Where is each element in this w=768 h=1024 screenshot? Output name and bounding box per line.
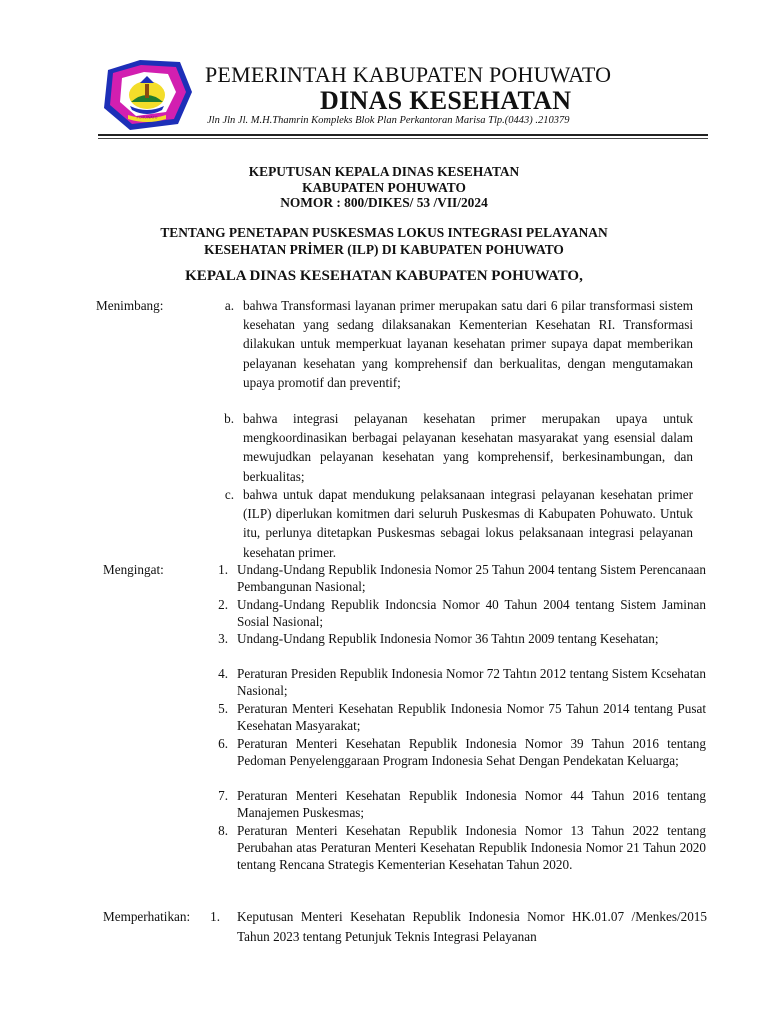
department-title: DINAS KESEHATAN (320, 86, 572, 115)
mengingat-item-7: Peraturan Menteri Kesehatan Republik Indonesia Nomor 44 Tahun 2016 tentang Manajemen Puskesmas; (237, 788, 706, 821)
mengingat-item-8: Peraturan Menteri Kesehatan Republik Indonesia Nomor 13 Tahun 2022 tentang Perubahan atas Peraturan Menteri Kesehatan Republik Indonesia Nomor 21 Tahun 2020 tentang Rencana Strategis Kementerian Kesehatan Tahun 2020. (237, 823, 706, 873)
memperhatikan-item-1: Keputusan Menteri Kesehatan Republik Indonesia Nomor HK.01.07 /Menkes/2015 Tahun 2023 tentang Petunjuk Teknis Integrasi Pelayanan (237, 909, 707, 944)
decree-subject-line: KESEHATAN PRİMER (ILP) DI KABUPATEN POHUWATO (204, 242, 564, 257)
decree-region: KABUPATEN POHUWATO (302, 179, 466, 195)
government-title: PEMERINTAH KABUPATEN POHUWATO (205, 62, 612, 87)
menimbang-item-b: bahwa integrasi pelayanan kesehatan primer merupakan upaya untuk mengkoordinasikan berbagai pelayanan kesehatan masyarakat yang esensial dalam mewujudkan pelayanan kesehatan yang komprehensif, berkesinambungan, dan berkualitas; (243, 411, 693, 484)
list-item-marker: 1. (218, 562, 228, 577)
menimbang-label: Menimbang: (96, 298, 164, 313)
decree-heading (0, 164, 768, 211)
memperhatikan-label: Memperhatikan: (103, 909, 191, 924)
menimbang-item-a: bahwa Transformasi layanan primer merupakan satu dari 6 pilar transformasi sistem kesehatan yang sedang dilaksanakan Kementerian Kesehatan RI. Transformasi dilakukan untuk memperkuat layanan kesehatan primer supaya dapat memberikan pelayanan kesehatan yang komprehensif dan berkualitas, dengan mengutamakan upaya promotif dan preventif; (243, 298, 693, 390)
mengingat-item-2: Undang-Undang Republik Indoncsia Nomor 40 Tahun 2004 tentang Sistem Jaminan Sosial Nasional; (237, 597, 706, 630)
mengingat-item-1: Undang-Undang Republik Indonesia Nomor 25 Tahun 2004 tentang Sistem Perencanaan Pembangunan Nasional; (237, 562, 706, 595)
mengingat-item-5: Peraturan Menteri Kesehatan Republik Indonesia Nomor 75 Tahun 2014 tentang Pusat Kesehatan Masyarakat; (237, 701, 706, 734)
mengingat-item-6: Peraturan Menteri Kesehatan Republik Indonesia Nomor 39 Tahun 2016 tentang Pedoman Penyelenggaraan Program Indonesia Sehat Dengan Pendekatan Keluarga; (237, 736, 706, 769)
office-address: Jln Jln Jl. M.H.Thamrin Kompleks Blok Plan Perkantoran Marisa Tlp.(0443) .210379 (207, 115, 570, 126)
mengingat-label: Mengingat: (103, 562, 164, 577)
list-item-marker: c. (224, 487, 234, 502)
decree-issuer: KEPALA DINAS KESEHATAN KABUPATEN POHUWATO, (185, 268, 583, 284)
decree-subject-line: TENTANG PENETAPAN PUSKESMAS LOKUS INTEGRASI PELAYANAN (160, 225, 608, 240)
mengingat-item-4: Peraturan Presiden Republik Indonesia Nomor 72 Tahtın 2012 tentang Sistem Kcsehatan Nasional; (237, 666, 706, 699)
letterhead-divider-thin (98, 138, 708, 139)
list-item-marker: 2. (218, 597, 228, 612)
pohuwato-regency-logo (100, 58, 194, 132)
decree-title: KEPUTUSAN KEPALA DINAS KESEHATAN (248, 164, 520, 179)
list-item-marker: a. (224, 298, 234, 313)
list-item-marker: 8. (218, 823, 228, 838)
list-item-marker: 5. (218, 701, 228, 716)
menimbang-item-c: bahwa untuk dapat mendukung pelaksanaan integrasi pelayanan kesehatan primer (ILP) diperlukan komitmen dari seluruh Puskesmas di Kabupaten Pohuwato. Untuk itu, perlunya ditetapkan Puskesmas sebagai lokus pelaksanaan integrasi pelayanan kesehatan primer. (243, 487, 693, 560)
list-item-marker: 7. (218, 788, 228, 803)
list-item-marker: 1. (210, 909, 220, 924)
decree-number: NOMOR : 800/DIKES/ 53 /VII/2024 (280, 195, 488, 210)
list-item-marker: b. (224, 411, 234, 426)
logo-caption: POHUWATO (136, 115, 158, 120)
letterhead-divider (98, 134, 708, 136)
list-item-marker: 4. (218, 666, 228, 681)
list-item-marker: 3. (218, 631, 228, 646)
list-item-marker: 6. (218, 736, 228, 751)
mengingat-item-3: Undang-Undang Republik Indonesia Nomor 36 Tahtın 2009 tentang Kesehatan; (237, 631, 659, 646)
decree-subject (0, 224, 768, 258)
